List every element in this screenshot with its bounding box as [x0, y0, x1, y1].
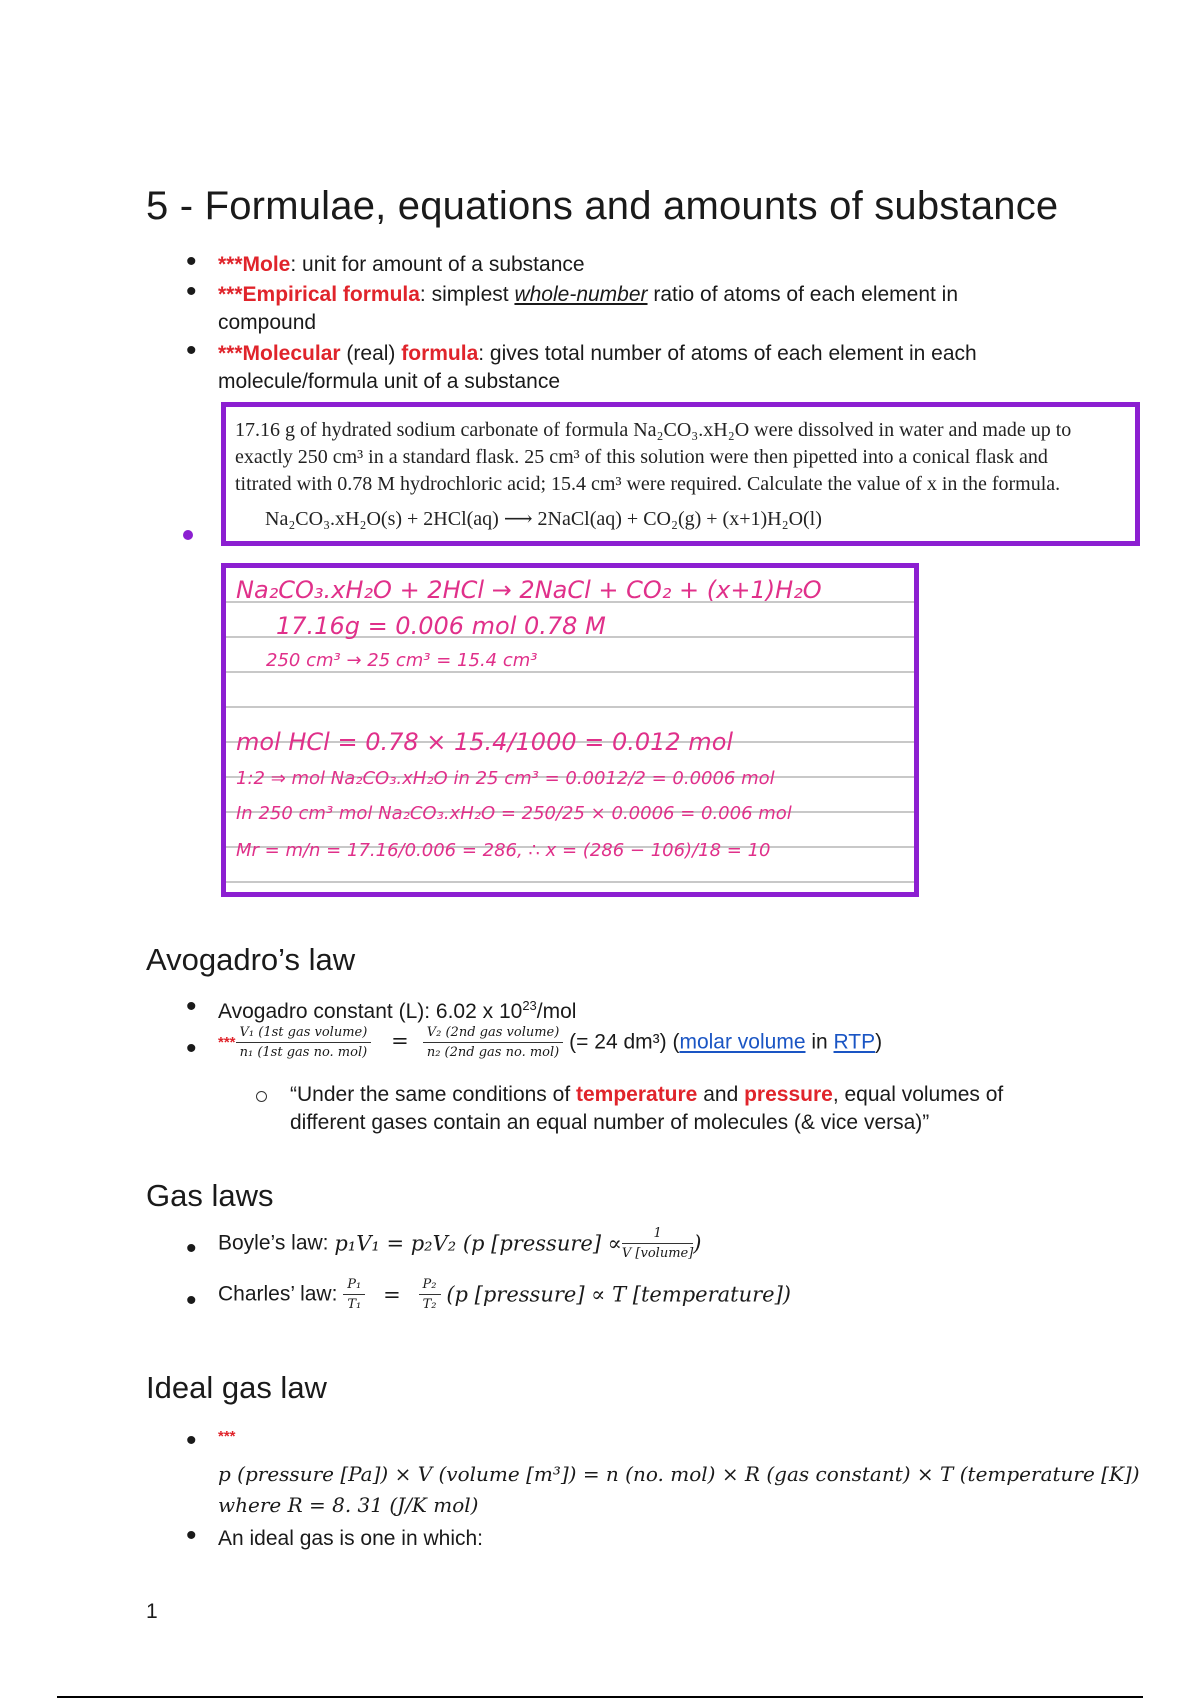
- equals: =: [391, 1029, 409, 1054]
- working-line: 17.16g = 0.006 mol 0.78 M: [276, 612, 606, 640]
- marker: ***: [218, 253, 243, 276]
- working-line: 250 cm³ → 25 cm³ = 15.4 cm³: [266, 650, 538, 671]
- charles-relation: (p [pressure] ∝ T [temperature]): [446, 1282, 791, 1307]
- handwritten-working-box: [221, 563, 919, 897]
- avogadro-formula: [218, 1025, 882, 1060]
- definition-mole: [218, 253, 585, 277]
- bullet: •: [186, 1424, 197, 1457]
- term: formula: [401, 342, 479, 365]
- paren: ): [875, 1030, 883, 1054]
- page-number: 1: [146, 1600, 158, 1623]
- gas-constant: where R = 8. 31 (J/K mol): [218, 1493, 479, 1517]
- ideal-gas-equation: p (pressure [Pa]) × V (volume [m³]) = n (no. mol) × R (gas constant) × T (temperature [K]): [218, 1462, 1140, 1486]
- denominator: n₁ (1st gas no. mol): [239, 1045, 368, 1060]
- numerator: 1: [622, 1226, 693, 1244]
- question-box: [221, 402, 1140, 546]
- charles-law: [218, 1277, 791, 1312]
- numerator: P₂: [419, 1277, 441, 1295]
- bullet: •: [186, 1032, 197, 1065]
- law-label: Charles’ law:: [218, 1282, 338, 1306]
- working-line: In 250 cm³ mol Na₂CO₃.xH₂O = 250/25 × 0.0006 = 0.006 mol: [236, 803, 792, 824]
- bullet: •: [186, 245, 197, 278]
- section-heading-gas-laws: Gas laws: [146, 1178, 274, 1213]
- section-heading-ideal-gas: Ideal gas law: [146, 1370, 327, 1405]
- bullet: •: [186, 1519, 197, 1552]
- avogadro-quote: [290, 1083, 1003, 1107]
- working-line: Na₂CO₃.xH₂O + 2HCl → 2NaCl + CO₂ + (x+1)H₂O: [236, 576, 822, 604]
- working-line: mol HCl = 0.78 × 15.4/1000 = 0.012 mol: [236, 728, 734, 756]
- fraction: [419, 1277, 441, 1312]
- quote-text: and: [697, 1083, 745, 1106]
- denominator: n₂ (2nd gas no. mol): [426, 1045, 560, 1060]
- denominator: V [volume]: [621, 1246, 694, 1261]
- definition-text: (real): [340, 342, 402, 365]
- unit: /mol: [536, 1000, 577, 1023]
- fraction: [236, 1025, 372, 1060]
- definition-empirical-cont: compound: [218, 311, 317, 334]
- denominator: T₁: [347, 1297, 362, 1312]
- definition-text: : simplest: [419, 283, 515, 306]
- bullet: •: [186, 1284, 197, 1317]
- term: Molecular: [242, 342, 341, 365]
- emphasis: whole-number: [514, 283, 648, 306]
- equals: =: [383, 1282, 401, 1307]
- marker: ***: [218, 1034, 236, 1051]
- definition-text: ratio of atoms of each element in: [647, 283, 959, 306]
- definition-molecular: [218, 342, 977, 366]
- numerator: V₁ (1st gas volume): [236, 1025, 372, 1043]
- avogadro-constant: [218, 998, 576, 1024]
- bullet: [183, 530, 193, 540]
- link-text: in: [805, 1030, 834, 1054]
- definition-text: : unit for amount of a substance: [290, 253, 585, 276]
- boyle-equation: p₁V₁ = p₂V₂ (p [pressure] ∝: [334, 1231, 622, 1256]
- rtp-link[interactable]: RTP: [833, 1030, 876, 1054]
- fraction: [423, 1025, 564, 1060]
- section-heading-avogadro: Avogadro’s law: [146, 942, 356, 977]
- question-line: titrated with 0.78 M hydrochloric acid; 15.4 cm³ were required. Calculate the value of x in the formula.: [235, 473, 1061, 495]
- sub-bullet: [256, 1091, 267, 1102]
- boyles-law: [218, 1226, 702, 1261]
- question-equation: Na₂CO₃.xH₂O(s) + 2HCl(aq) ⟶ 2NaCl(aq) + CO₂(g) + (x+1)H₂O(l): [265, 508, 822, 530]
- numerator: V₂ (2nd gas volume): [423, 1025, 564, 1043]
- ideal-gas-intro: An ideal gas is one in which:: [218, 1527, 483, 1550]
- law-label: Boyle’s law:: [218, 1231, 329, 1255]
- numerator: P₁: [343, 1277, 365, 1295]
- molar-volume-value: (= 24 dm³) (: [569, 1030, 680, 1054]
- emphasis-temperature: temperature: [575, 1083, 698, 1106]
- marker: ***: [218, 342, 243, 365]
- bullet: •: [186, 990, 197, 1023]
- bullet: •: [186, 1232, 197, 1265]
- molar-volume-link[interactable]: molar volume: [679, 1030, 806, 1054]
- bullet: •: [186, 275, 197, 308]
- working-line: Mr = m/n = 17.16/0.006 = 286, ∴ x = (286 − 106)/18 = 10: [236, 840, 771, 861]
- page-title: 5 - Formulae, equations and amounts of substance: [146, 184, 1059, 228]
- marker: ***: [218, 1428, 236, 1445]
- definition-text: : gives total number of atoms of each element in each: [478, 342, 977, 365]
- quote-text: “Under the same conditions of: [290, 1083, 576, 1106]
- term: Mole: [242, 253, 291, 276]
- question-line: 17.16 g of hydrated sodium carbonate of formula Na₂CO₃.xH₂O were dissolved in water and made up to: [235, 419, 1072, 441]
- paren: ): [693, 1231, 702, 1256]
- avogadro-quote-cont: different gases contain an equal number of molecules (& vice versa)”: [290, 1111, 930, 1134]
- quote-text: , equal volumes of: [832, 1083, 1004, 1106]
- definition-molecular-cont: molecule/formula unit of a substance: [218, 370, 561, 393]
- footer-divider: [57, 1696, 1143, 1698]
- emphasis-pressure: pressure: [744, 1083, 833, 1106]
- definition-empirical: [218, 283, 958, 307]
- term: Empirical formula: [242, 283, 420, 306]
- denominator: T₂: [422, 1297, 437, 1312]
- working-line: 1:2 ⇒ mol Na₂CO₃.xH₂O in 25 cm³ = 0.0012/2 = 0.0006 mol: [236, 768, 775, 789]
- marker: ***: [218, 283, 243, 306]
- fraction: [343, 1277, 365, 1312]
- constant-label: Avogadro constant (L): 6.02 x 10: [218, 1000, 523, 1023]
- bullet: •: [186, 334, 197, 367]
- exponent: 23: [522, 998, 537, 1013]
- question-line: exactly 250 cm³ in a standard flask. 25 cm³ of this solution were then pipetted into a conical flask and: [235, 446, 1048, 468]
- fraction: [622, 1226, 693, 1261]
